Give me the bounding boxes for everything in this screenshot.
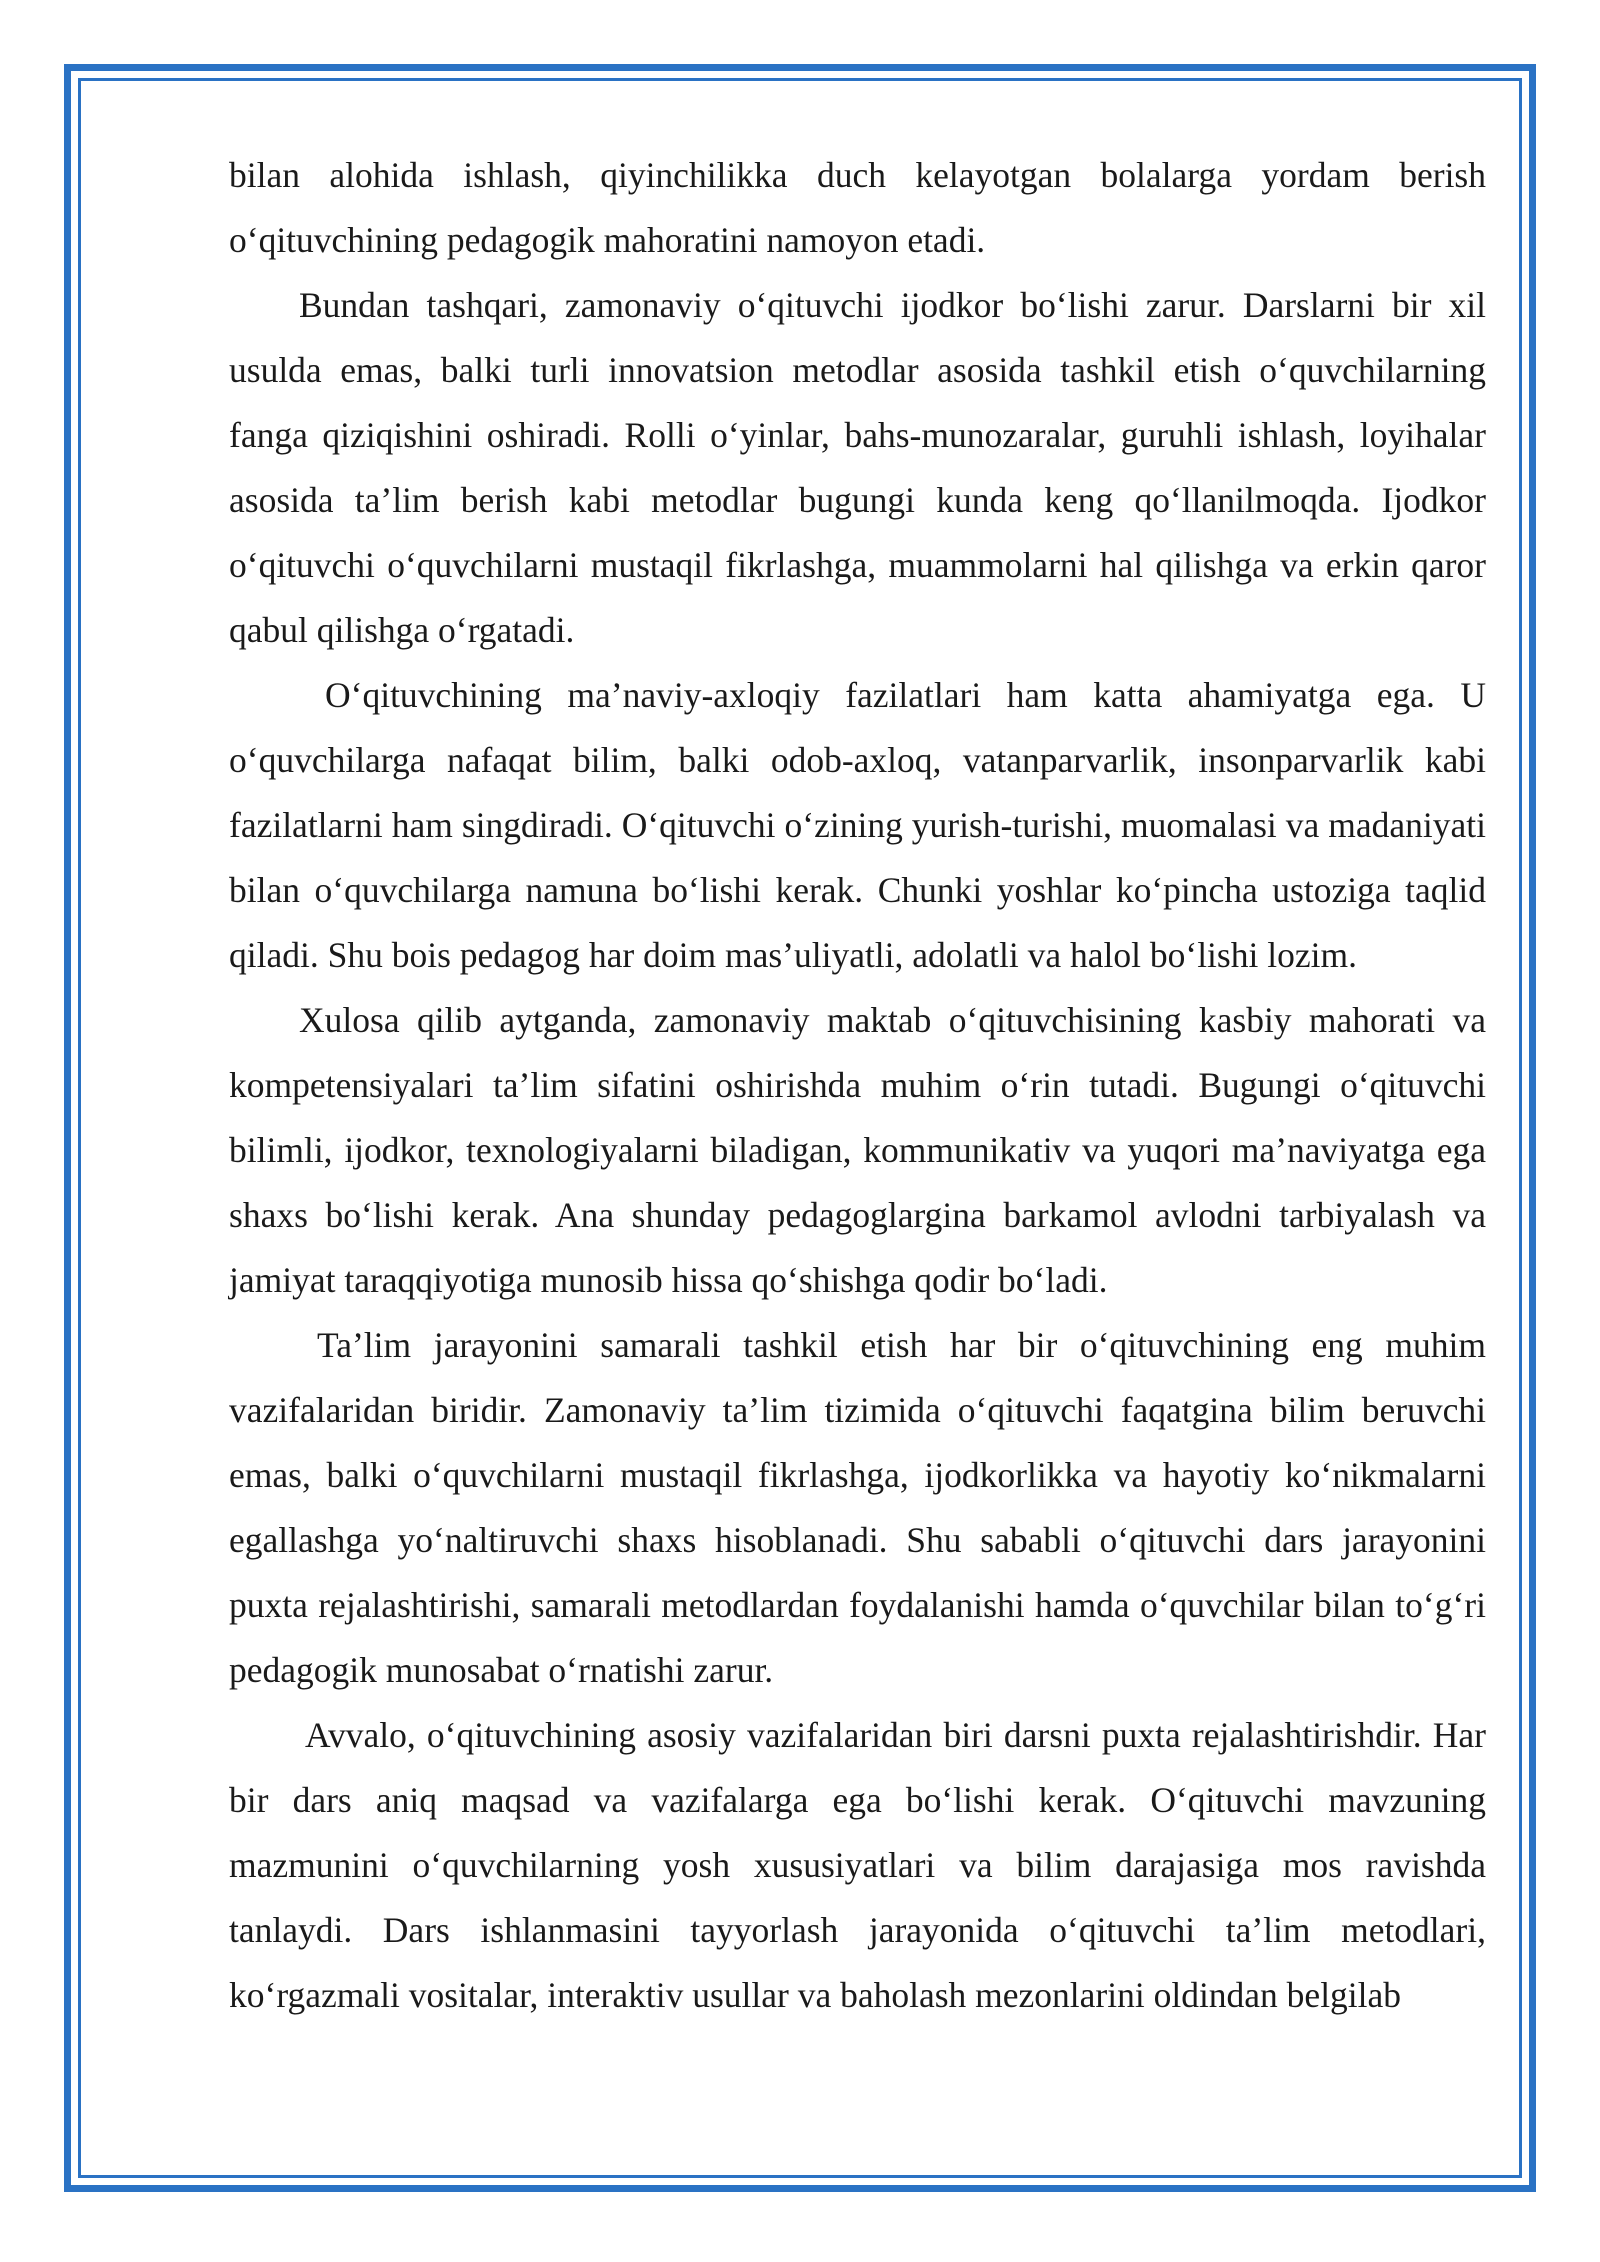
paragraph-2: Bundan tashqari, zamonaviy o‘qituvchi ijodkor bo‘lishi zarur. Darslarni bir xil usulda emas, balki turli innovatsion metodlar asosida tashkil etish o‘quvchilarning fanga qiziqishini oshiradi. Rolli o‘yinlar, bahs-munozaralar, guruhli ishlash, loyihalar asosida ta’lim berish kabi metodlar bugungi kunda keng qo‘llanilmoqda. Ijodkor o‘qituvchi o‘quvchilarni mustaqil fikrlashga, muammolarni hal qilishga va erkin qaror qabul qilishga o‘rgatadi. [229,285,1486,650]
paragraph-1: bilan alohida ishlash, qiyinchilikka duch kelayotgan bolalarga yordam berish o‘qituvchining pedagogik mahoratini namoyon etadi. [229,155,1486,260]
paragraph-5: Ta’lim jarayonini samarali tashkil etish har bir o‘qituvchining eng muhim vazifalaridan biridir. Zamonaviy ta’lim tizimida o‘qituvchi faqatgina bilim beruvchi emas, balki o‘quvchilarni mustaqil fikrlashga, ijodkorlikka va hayotiy ko‘nikmalarni egallashga yo‘naltiruvchi shaxs hisoblanadi. Shu sababli o‘qituvchi dars jarayonini puxta rejalashtirishi, samarali metodlardan foydalanishi hamda o‘quvchilar bilan to‘g‘ri pedagogik munosabat o‘rnatishi zarur. [229,1325,1486,1690]
paragraph-6: Avvalo, o‘qituvchining asosiy vazifalaridan biri darsni puxta rejalashtirishdir. Har bir dars aniq maqsad va vazifalarga ega bo‘lishi kerak. O‘qituvchi mavzuning mazmunini o‘quvchilarning yosh xususiyatlari va bilim darajasiga mos ravishda tanlaydi. Dars ishlanmasini tayyorlash jarayonida o‘qituvchi ta’lim metodlari, ko‘rgazmali vositalar, interaktiv usullar va baholash mezonlarini oldindan belgilab [229,1715,1486,2015]
paragraph-3: O‘qituvchining ma’naviy-axloqiy fazilatlari ham katta ahamiyatga ega. U o‘quvchilarga nafaqat bilim, balki odob-axloq, vatanparvarlik, insonparvarlik kabi fazilatlarni ham singdiradi. O‘qituvchi o‘zining yurish-turishi, muomalasi va madaniyati bilan o‘quvchilarga namuna bo‘lishi kerak. Chunki yoshlar ko‘pincha ustoziga taqlid qiladi. Shu bois pedagog har doim mas’uliyatli, adolatli va halol bo‘lishi lozim. [229,675,1486,975]
document-body [229,143,1486,2028]
paragraph-4: Xulosa qilib aytganda, zamonaviy maktab o‘qituvchisining kasbiy mahorati va kompetensiyalari ta’lim sifatini oshirishda muhim o‘rin tutadi. Bugungi o‘qituvchi bilimli, ijodkor, texnologiyalarni biladigan, kommunikativ va yuqori ma’naviyatga ega shaxs bo‘lishi kerak. Ana shunday pedagoglargina barkamol avlodni tarbiyalash va jamiyat taraqqiyotiga munosib hissa qo‘shishga qodir bo‘ladi. [229,1000,1486,1300]
